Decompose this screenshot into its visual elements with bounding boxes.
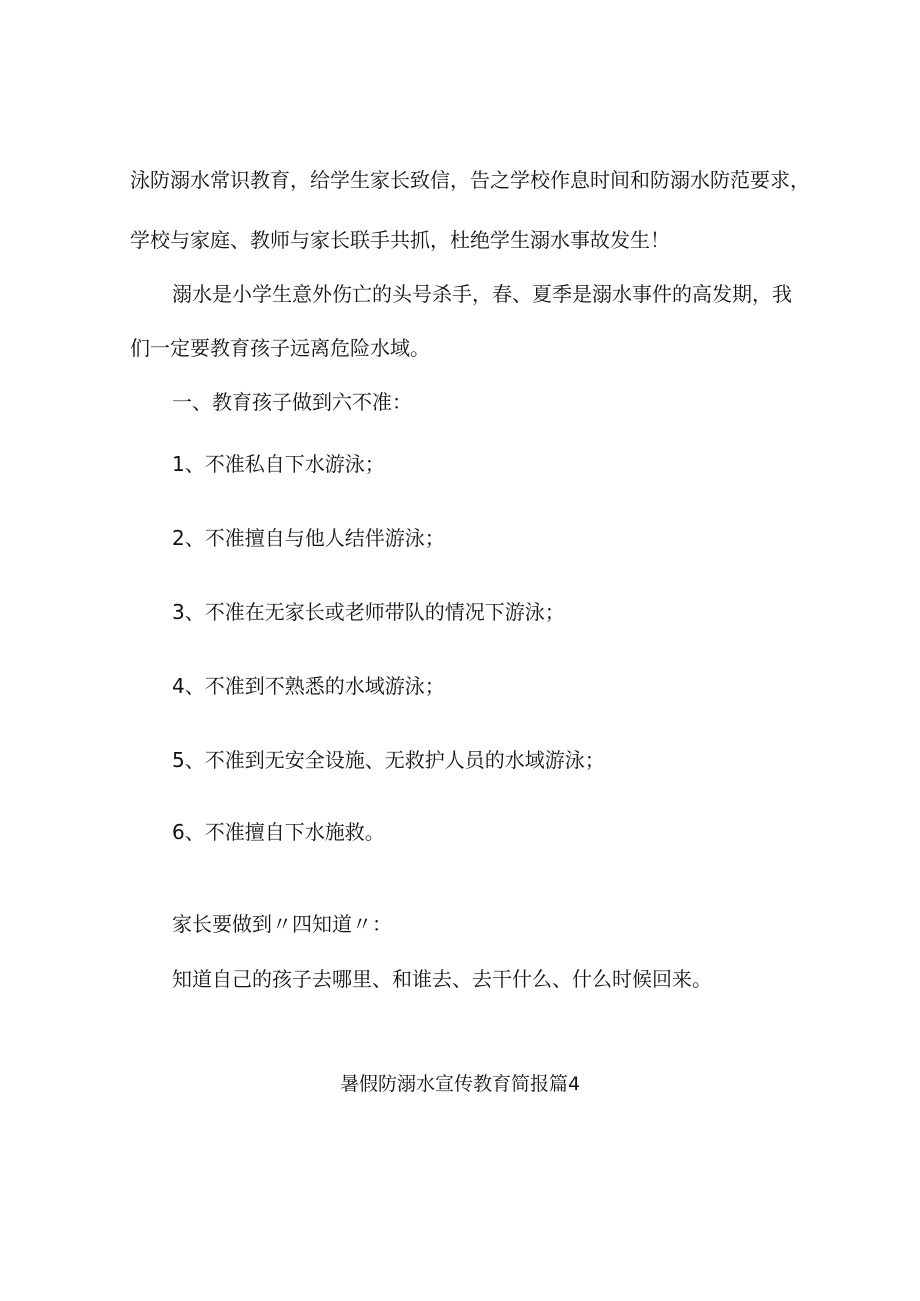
section-heading: 一、教育孩子做到六不准： — [172, 390, 412, 414]
section-title: 暑假防溺水宣传教育简报篇4 — [339, 1073, 581, 1095]
text-line: 泳防溺水常识教育，给学生家长致信，告之学校作息时间和防溺水防范要求， — [130, 168, 810, 192]
parents-text: 知道自己的孩子去哪里、和谁去、去干什么、什么时候回来。 — [172, 967, 712, 991]
text-line: 学校与家庭、教师与家长联手共抓，杜绝学生溺水事故发生！ — [130, 228, 670, 252]
parents-heading: 家长要做到〃四知道〃： — [172, 912, 392, 936]
rule-item: 6、不准擅自下水施救。 — [172, 820, 385, 844]
rule-item: 3、不准在无家长或老师带队的情况下游泳； — [172, 600, 565, 624]
paragraph-line: 们一定要教育孩子远离危险水域。 — [130, 336, 430, 360]
paragraph-line: 溺水是小学生意外伤亡的头号杀手，春、夏季是溺水事件的高发期，我 — [172, 282, 792, 306]
rule-item: 5、不准到无安全设施、无救护人员的水域游泳； — [172, 748, 605, 772]
rule-item: 4、不准到不熟悉的水域游泳； — [172, 674, 445, 698]
rule-item: 2、不准擅自与他人结伴游泳； — [172, 526, 445, 550]
rule-item: 1、不准私自下水游泳； — [172, 452, 385, 476]
